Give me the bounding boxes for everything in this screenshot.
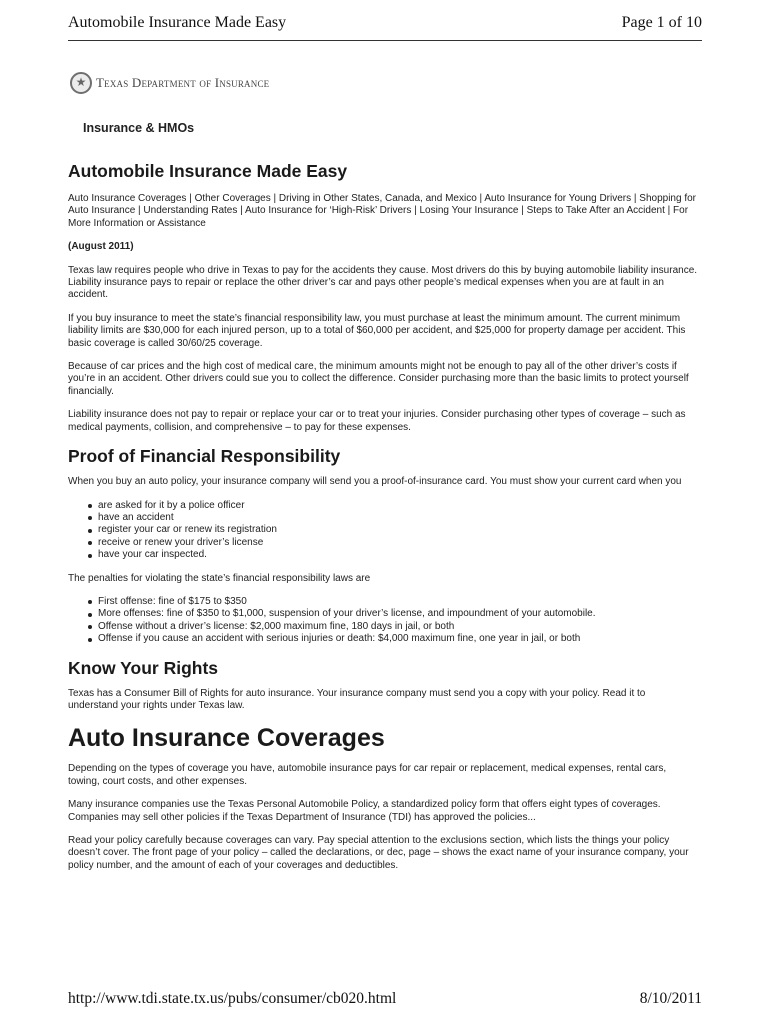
print-footer bbox=[68, 990, 702, 1012]
toc-link[interactable]: Steps to Take After an Accident bbox=[526, 205, 665, 217]
list-item: More offenses: fine of $350 to $1,000, suspension of your driver’s license, and impoundment of your automobile. bbox=[98, 608, 698, 620]
article bbox=[68, 160, 698, 883]
toc-link[interactable]: Losing Your Insurance bbox=[419, 205, 519, 217]
toc-link[interactable]: Auto Insurance for ‘High-Risk’ Drivers bbox=[244, 205, 412, 217]
penalties-intro: The penalties for violating the state’s financial responsibility laws are bbox=[68, 572, 371, 584]
print-header-title: Automobile Insurance Made Easy bbox=[68, 14, 287, 31]
footer-date: 8/10/2011 bbox=[639, 990, 702, 1007]
header-divider bbox=[68, 40, 702, 41]
coverages-heading: Auto Insurance Coverages bbox=[68, 724, 385, 753]
toc-link[interactable]: Other Coverages bbox=[194, 193, 271, 204]
toc-link[interactable]: Shopping for Auto Insurance bbox=[68, 193, 697, 217]
seal-icon bbox=[70, 72, 92, 94]
coverages-paragraph: Read your policy carefully because coverages can vary. Pay special attention to the exclusions section, which lists the things your policy doesn’t cover. The front page of your policy – called the declarations, or dec, page – shows the exact name of your insurance company, your policy number, and the amount of each of your coverages and deductibles. bbox=[68, 835, 689, 871]
toc-link[interactable]: For More Information or Assistance bbox=[68, 205, 689, 229]
table-of-contents: Auto Insurance Coverages | Other Coverages | Driving in Other States, Canada, and Mexico | Auto Insurance for Young Drivers | Shopping for Auto Insurance | Understanding Rates | Auto Insurance for ‘High-Risk’ Drivers | Losing Your Insurance | Steps to Take After an Accident | For More Information or Assistance bbox=[68, 193, 697, 229]
coverages-paragraph: Many insurance companies use the Texas Personal Automobile Policy, a standardized policy form that offers eight types of coverages. Companies may sell other policies if the Texas Department of Insurance (TDI) has approved the policies... bbox=[68, 799, 661, 823]
logo-text: Texas Department of Insurance bbox=[96, 75, 270, 90]
intro-paragraph: If you buy insurance to meet the state’s financial responsibility law, you must purchase at least the minimum amount. The current minimum liability limits are $30,000 for each injured person, up to a total of $60,000 per accident, and $25,000 for property damage per accident. This basic coverage is called 30/60/25 coverage. bbox=[68, 312, 686, 349]
section-nav-link[interactable]: Insurance & HMOs bbox=[83, 121, 195, 135]
intro-paragraph: Because of car prices and the high cost of medical care, the minimum amounts might not be enough to pay all of the other driver’s costs if you’re in an accident. Other drivers could sue you to collect the difference. Consider purchasing more than the basic limits to protect yourself financially. bbox=[68, 361, 689, 397]
penalties-list bbox=[68, 596, 698, 646]
list-item: receive or renew your driver’s license bbox=[98, 537, 698, 549]
coverages-paragraph: Depending on the types of coverage you have, automobile insurance pays for car repair or replacement, medical expenses, rental cars, towing, court costs, and other expenses. bbox=[68, 763, 667, 787]
rights-text: Texas has a Consumer Bill of Rights for auto insurance. Your insurance company must send you a copy with your policy. Read it to understand your rights under Texas law. bbox=[68, 687, 646, 711]
toc-link[interactable]: Understanding Rates bbox=[143, 205, 238, 217]
rights-heading: Know Your Rights bbox=[68, 657, 219, 678]
list-item: Offense without a driver’s license: $2,000 maximum fine, 180 days in jail, or both bbox=[98, 621, 698, 633]
intro-paragraph: Texas law requires people who drive in Texas to pay for the accidents they cause. Most drivers do this by buying automobile liability insurance. Liability insurance pays to repair or replace the other driver’s car and pays other people’s medical expenses when you are at fault in an accident. bbox=[68, 264, 698, 301]
list-item: have your car inspected. bbox=[98, 549, 698, 561]
list-item: register your car or renew its registration bbox=[98, 524, 698, 536]
publication-date: (August 2011) bbox=[68, 241, 134, 253]
proof-list bbox=[68, 500, 698, 562]
print-header bbox=[68, 14, 702, 36]
proof-intro: When you buy an auto policy, your insurance company will send you a proof-of-insurance card. You must show your current card when you bbox=[68, 476, 682, 488]
article-title: Automobile Insurance Made Easy bbox=[68, 161, 348, 181]
list-item: are asked for it by a police officer bbox=[98, 500, 698, 512]
tdi-logo[interactable] bbox=[70, 70, 269, 96]
footer-url: http://www.tdi.state.tx.us/pubs/consumer/cb020.html bbox=[68, 990, 397, 1007]
list-item: First offense: fine of $175 to $350 bbox=[98, 596, 698, 608]
intro-paragraph: Liability insurance does not pay to repair or replace your car or to treat your injuries. Consider purchasing other types of coverage – such as medical payments, collision, and comprehensive – to pay for these expenses. bbox=[68, 409, 686, 433]
toc-link[interactable]: Auto Insurance for Young Drivers bbox=[484, 193, 632, 204]
proof-heading: Proof of Financial Responsibility bbox=[68, 446, 341, 467]
toc-link[interactable]: Auto Insurance Coverages bbox=[68, 193, 187, 204]
list-item: Offense if you cause an accident with serious injuries or death: $4,000 maximum fine, one year in jail, or both bbox=[98, 633, 698, 645]
list-item: have an accident bbox=[98, 512, 698, 524]
toc-link[interactable]: Driving in Other States, Canada, and Mexico bbox=[278, 193, 477, 204]
print-header-page: Page 1 of 10 bbox=[621, 14, 702, 31]
